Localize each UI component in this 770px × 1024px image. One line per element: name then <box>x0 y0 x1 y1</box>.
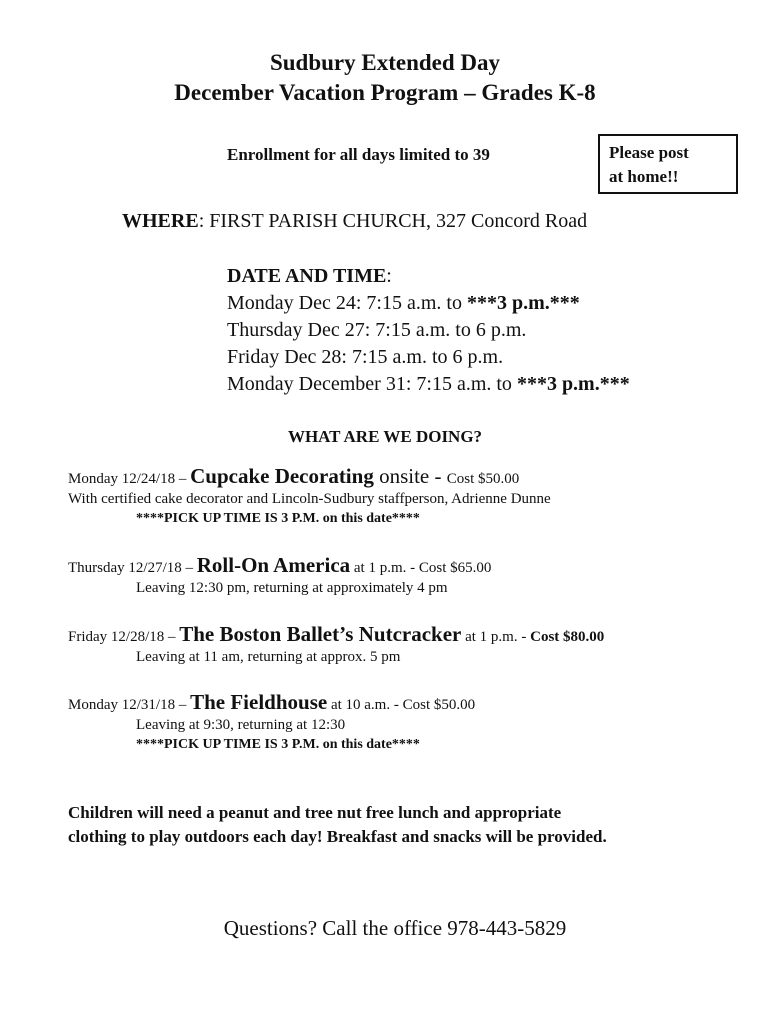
event-name: The Boston Ballet’s Nutcracker <box>179 622 462 646</box>
notice-line-1: Children will need a peanut and tree nut free lunch and appropriate <box>68 803 562 822</box>
event-detail: Leaving 12:30 pm, returning at approximately 4 pm <box>136 580 448 596</box>
post-box-line-2: at home!! <box>609 167 679 186</box>
title-line-1: Sudbury Extended Day <box>269 50 501 75</box>
notice-line-2: clothing to play outdoors each day! Breakfast and snacks will be provided. <box>68 827 607 846</box>
event-date: Monday 12/24/18 – <box>68 471 191 487</box>
event-time-cost: at 10 a.m. - Cost $50.00 <box>327 697 476 713</box>
lunch-notice <box>68 801 748 849</box>
event-date: Friday 12/28/18 – <box>68 629 180 645</box>
schedule-emphasis: ***3 p.m.*** <box>516 373 630 395</box>
event-time-cost: at 1 p.m. - Cost $65.00 <box>350 560 492 576</box>
date-time-section <box>227 263 630 398</box>
activities-heading: WHAT ARE WE DOING? <box>287 427 483 446</box>
event-main-line <box>68 624 604 647</box>
event-location: onsite - <box>373 464 447 488</box>
schedule-line <box>227 317 630 344</box>
date-time-heading-colon: : <box>386 265 392 287</box>
enrollment-note: Enrollment for all days limited to 39 <box>227 145 490 164</box>
event-date: Monday 12/31/18 – <box>68 697 191 713</box>
post-box-line-1: Please post <box>609 143 689 162</box>
event-pickup-notice: ****PICK UP TIME IS 3 P.M. on this date**** <box>136 737 420 752</box>
schedule-text: Monday Dec 24: 7:15 a.m. to <box>227 292 467 314</box>
schedule-line <box>227 371 630 398</box>
event-main-line <box>68 692 475 715</box>
schedule-line <box>227 290 630 317</box>
event-item <box>68 555 491 598</box>
event-main-line <box>68 466 551 489</box>
event-main-line <box>68 555 491 578</box>
event-item <box>68 624 604 667</box>
event-pickup-notice: ****PICK UP TIME IS 3 P.M. on this date**** <box>136 511 420 526</box>
location-value: : FIRST PARISH CHURCH, 327 Concord Road <box>198 210 588 232</box>
event-detail: Leaving at 11 am, returning at approx. 5 pm <box>136 649 401 665</box>
contact-line: Questions? Call the office 978-443-5829 <box>223 916 567 940</box>
schedule-text: Friday Dec 28: 7:15 a.m. to 6 p.m. <box>227 346 504 368</box>
event-time: at 1 p.m. - <box>461 629 531 645</box>
schedule-emphasis: ***3 p.m.*** <box>466 292 580 314</box>
event-name: Roll-On America <box>196 553 351 577</box>
event-date: Thursday 12/27/18 – <box>68 560 197 576</box>
event-name: Cupcake Decorating <box>190 464 374 488</box>
event-cost: Cost $80.00 <box>530 629 605 645</box>
event-cost: Cost $50.00 <box>446 471 520 487</box>
schedule-line <box>227 344 630 371</box>
date-time-heading: DATE AND TIME <box>227 265 387 287</box>
location-line <box>122 210 587 233</box>
title-line-2: December Vacation Program – Grades K-8 <box>174 80 596 105</box>
post-at-home-box <box>598 134 738 194</box>
location-label: WHERE <box>122 210 199 232</box>
event-name: The Fieldhouse <box>190 690 328 714</box>
schedule-text: Monday December 31: 7:15 a.m. to <box>227 373 517 395</box>
event-detail: With certified cake decorator and Lincoln-Sudbury staffperson, Adrienne Dunne <box>68 491 551 507</box>
schedule-text: Thursday Dec 27: 7:15 a.m. to 6 p.m. <box>227 319 527 341</box>
event-item <box>68 466 551 529</box>
event-detail: Leaving at 9:30, returning at 12:30 <box>136 717 346 733</box>
event-item <box>68 692 475 755</box>
